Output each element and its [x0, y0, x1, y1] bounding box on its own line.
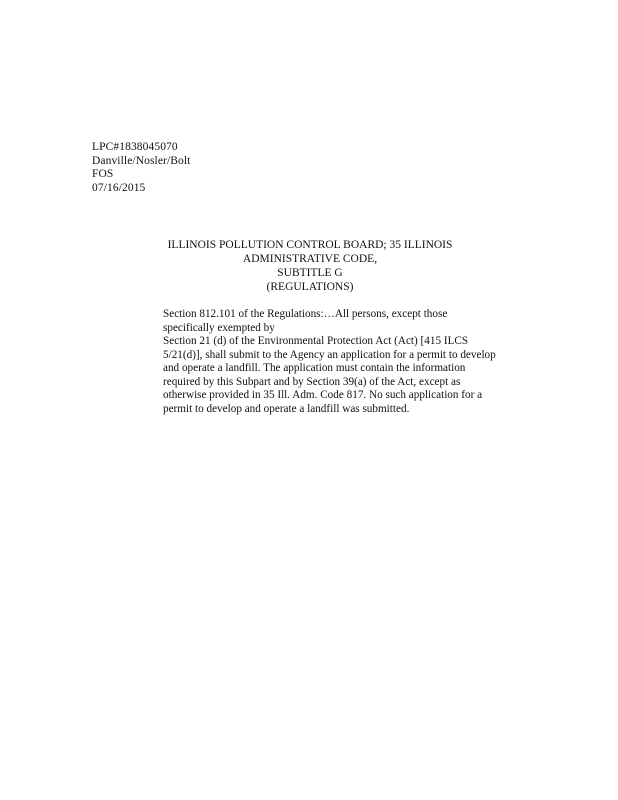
body-line: required by this Subpart and by Section 39(a) of the Act, except as	[163, 375, 461, 388]
site-location: Danville/Nosler/Bolt	[92, 154, 191, 167]
regulation-text	[163, 308, 543, 416]
body-line: Section 812.101 of the Regulations:…All persons, except those	[163, 308, 448, 320]
body-line: 5/21(d)], shall submit to the Agency an application for a permit to develop	[163, 348, 496, 361]
document-header	[92, 141, 190, 195]
body-line: and operate a landfill. The application must contain the information	[163, 362, 466, 374]
title-line: (REGULATIONS)	[266, 281, 354, 293]
title-line: ILLINOIS POLLUTION CONTROL BOARD; 35 ILLINOIS	[167, 239, 453, 251]
body-line: permit to develop and operate a landfill was submitted.	[163, 402, 410, 415]
document-date: 07/16/2015	[92, 181, 146, 194]
body-line: otherwise provided in 35 Ill. Adm. Code 817. No such application for a	[163, 389, 483, 401]
document-type: FOS	[92, 168, 114, 180]
title-line: SUBTITLE G	[277, 267, 343, 279]
title-line: ADMINISTRATIVE CODE,	[242, 253, 378, 265]
body-line: specifically exempted by	[163, 321, 275, 334]
regulation-title	[150, 238, 470, 294]
case-number: LPC#1838045070	[92, 141, 178, 153]
body-line: Section 21 (d) of the Environmental Protection Act (Act) [415 ILCS	[163, 335, 469, 347]
